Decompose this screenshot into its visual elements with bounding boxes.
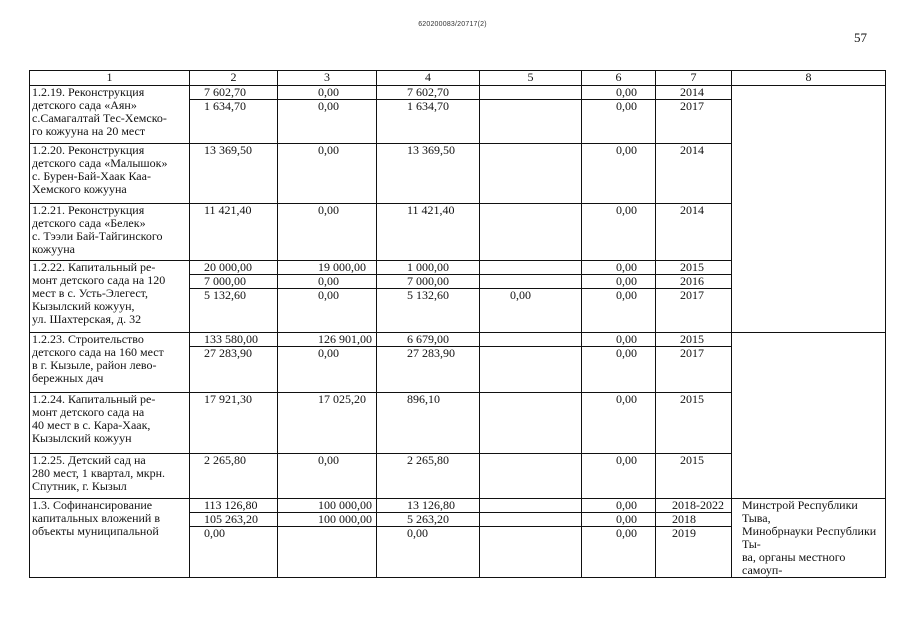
cell-col-4 — [377, 144, 480, 204]
cell-col-7 — [656, 86, 732, 144]
value-c6: 0,00 — [582, 275, 655, 289]
value-c5 — [480, 513, 581, 527]
value-c3: 100 000,00 — [278, 513, 376, 527]
value-c3: 126 901,00 — [278, 333, 376, 347]
cell-col-3 — [278, 454, 377, 499]
value-c6: 0,00 — [582, 333, 655, 347]
column-header-4: 4 — [377, 71, 480, 86]
value-c3: 0,00 — [318, 346, 339, 360]
value-c5 — [480, 100, 581, 114]
value-c7: 2018 — [656, 513, 731, 527]
cell-col-3 — [278, 86, 377, 144]
cell-col-5 — [480, 454, 582, 499]
value-c6: 0,00 — [616, 143, 637, 157]
column-header-2: 2 — [190, 71, 278, 86]
value-c2: 5 132,60 — [204, 288, 246, 302]
value-c4: 11 421,40 — [407, 203, 455, 217]
value-c3: 0,00 — [278, 275, 376, 289]
cell-col-3 — [278, 144, 377, 204]
value-c6: 0,00 — [616, 99, 637, 113]
cell-col-5 — [480, 144, 582, 204]
cell-col-7 — [656, 393, 732, 454]
value-c3 — [278, 527, 376, 541]
value-c6: 0,00 — [616, 392, 637, 406]
value-c7: 2015 — [656, 261, 731, 275]
cell-col-2 — [190, 204, 278, 261]
value-c2: 2 265,80 — [204, 453, 246, 467]
cell-col-2 — [190, 499, 278, 578]
cell-col-6 — [582, 393, 656, 454]
value-c4: 5 132,60 — [407, 288, 449, 302]
cell-col-2 — [190, 393, 278, 454]
value-c7: 2015 — [680, 392, 704, 406]
cell-col-4 — [377, 333, 480, 393]
item-description: 1.2.25. Детский сад на 280 мест, 1 квартал, мкрн. Спутник, г. Кызыл — [30, 454, 190, 499]
value-c2: 113 126,80 — [190, 499, 277, 513]
value-c2: 13 369,50 — [204, 143, 252, 157]
value-c3: 19 000,00 — [278, 261, 376, 275]
cell-col-6 — [582, 499, 656, 578]
cell-col-6 — [582, 261, 656, 333]
cell-col-7 — [656, 333, 732, 393]
item-description: 1.2.21. Реконструкция детского сада «Белек» с. Тээли Бай-Тайгинского кожууна — [30, 204, 190, 261]
value-c6: 0,00 — [582, 513, 655, 527]
cell-col-2 — [190, 86, 278, 144]
cell-col-4 — [377, 393, 480, 454]
value-c6: 0,00 — [616, 203, 637, 217]
value-c6: 0,00 — [616, 288, 637, 302]
item-description: 1.2.22. Капитальный ре- монт детского сада на 120 мест в с. Усть-Элегест, Кызылский кожуун, ул. Шахтерская, д. 32 — [30, 261, 190, 333]
cell-col-7 — [656, 454, 732, 499]
cell-col-4 — [377, 499, 480, 578]
cell-col-3 — [278, 333, 377, 393]
value-c7: 2017 — [680, 288, 704, 302]
item-description: 1.2.19. Реконструкция детского сада «Аян» с.Самагалтай Тес-Хемско- го кожууна на 20 мест — [30, 86, 190, 144]
cell-col-2 — [190, 333, 278, 393]
column-header-6: 6 — [582, 71, 656, 86]
value-c5: 0,00 — [510, 288, 531, 302]
value-c5 — [480, 454, 581, 468]
cell-col-7 — [656, 204, 732, 261]
value-c6: 0,00 — [582, 499, 655, 513]
cell-col-4 — [377, 261, 480, 333]
cell-col-5 — [480, 261, 582, 333]
value-c2: 0,00 — [204, 526, 225, 540]
value-c3: 0,00 — [318, 99, 339, 113]
cell-col-4 — [377, 454, 480, 499]
cell-col-3 — [278, 393, 377, 454]
value-c7: 2017 — [680, 99, 704, 113]
value-c2: 7 000,00 — [190, 275, 277, 289]
column-header-1: 1 — [30, 71, 190, 86]
value-c5 — [480, 261, 581, 275]
value-c3: 100 000,00 — [278, 499, 376, 513]
value-c7: 2018-2022 — [656, 499, 731, 513]
page-number: 57 — [854, 30, 867, 45]
value-c2: 17 921,30 — [204, 392, 252, 406]
value-c4: 13 369,50 — [407, 143, 455, 157]
value-c5 — [480, 204, 581, 218]
item-description: 1.2.20. Реконструкция детского сада «Малышок» с. Бурен-Бай-Хаак Каа- Хемского кожууна — [30, 144, 190, 204]
value-c2: 1 634,70 — [204, 99, 246, 113]
cell-col-7 — [656, 261, 732, 333]
value-c2: 133 580,00 — [190, 333, 277, 347]
value-c7: 2015 — [680, 453, 704, 467]
value-c2: 105 263,20 — [190, 513, 277, 527]
cell-col-2 — [190, 144, 278, 204]
value-c4: 27 283,90 — [407, 346, 455, 360]
header-row — [30, 71, 886, 86]
document-id: 620200083/20717(2) — [418, 21, 487, 28]
value-c2: 27 283,90 — [204, 346, 252, 360]
value-c7: 2015 — [656, 333, 731, 347]
cell-col-5 — [480, 393, 582, 454]
value-c4: 896,10 — [407, 392, 440, 406]
column-header-5: 5 — [480, 71, 582, 86]
table-row — [30, 499, 886, 578]
cell-col-6 — [582, 86, 656, 144]
cell-col-5 — [480, 333, 582, 393]
cell-col-6 — [582, 144, 656, 204]
cell-col-6 — [582, 454, 656, 499]
value-c6: 0,00 — [616, 346, 637, 360]
responsible-cell-empty — [732, 333, 886, 499]
value-c6: 0,00 — [582, 86, 655, 100]
budget-table — [29, 70, 886, 578]
value-c5 — [480, 275, 581, 289]
value-c7: 2017 — [680, 346, 704, 360]
cell-col-3 — [278, 261, 377, 333]
value-c2: 11 421,40 — [204, 203, 252, 217]
cell-col-3 — [278, 499, 377, 578]
value-c3: 0,00 — [318, 203, 339, 217]
value-c5 — [480, 347, 581, 361]
value-c3: 0,00 — [318, 288, 339, 302]
cell-col-5 — [480, 86, 582, 144]
cell-col-7 — [656, 144, 732, 204]
cell-col-6 — [582, 333, 656, 393]
cell-col-7 — [656, 499, 732, 578]
value-c4: 6 679,00 — [377, 333, 479, 347]
value-c5 — [480, 527, 581, 541]
value-c5 — [480, 86, 581, 100]
cell-col-3 — [278, 204, 377, 261]
value-c4: 2 265,80 — [407, 453, 449, 467]
value-c5 — [480, 499, 581, 513]
value-c6: 0,00 — [616, 453, 637, 467]
value-c6: 0,00 — [616, 526, 637, 540]
table-row — [30, 86, 886, 144]
value-c4: 13 126,80 — [377, 499, 479, 513]
cell-col-4 — [377, 204, 480, 261]
column-header-3: 3 — [278, 71, 377, 86]
cell-col-2 — [190, 261, 278, 333]
cell-col-5 — [480, 204, 582, 261]
value-c3: 0,00 — [278, 86, 376, 100]
value-c4: 7 000,00 — [377, 275, 479, 289]
item-description: 1.2.23. Строительство детского сада на 160 мест в г. Кызыле, район лево- бережных дач — [30, 333, 190, 393]
value-c3: 17 025,20 — [318, 392, 366, 406]
column-header-7: 7 — [656, 71, 732, 86]
value-c3: 0,00 — [318, 453, 339, 467]
table-row — [30, 333, 886, 393]
value-c7: 2014 — [680, 203, 704, 217]
column-header-8: 8 — [732, 71, 886, 86]
item-description: 1.2.24. Капитальный ре- монт детского сада на 40 мест в с. Кара-Хаак, Кызылский кожуун — [30, 393, 190, 454]
responsible-executor: Минстрой Республики Тыва, Минобрнауки Республики Ты- ва, органы местного самоуп- — [732, 499, 886, 578]
value-c7: 2014 — [680, 143, 704, 157]
value-c4: 7 602,70 — [377, 86, 479, 100]
value-c6: 0,00 — [582, 261, 655, 275]
value-c7: 2014 — [656, 86, 731, 100]
cell-col-2 — [190, 454, 278, 499]
value-c4: 1 000,00 — [377, 261, 479, 275]
value-c5 — [480, 333, 581, 347]
value-c7: 2016 — [656, 275, 731, 289]
value-c2: 20 000,00 — [190, 261, 277, 275]
value-c4: 1 634,70 — [407, 99, 449, 113]
cell-col-4 — [377, 86, 480, 144]
value-c5 — [480, 393, 581, 407]
responsible-cell-empty — [732, 86, 886, 333]
value-c4: 0,00 — [407, 526, 428, 540]
value-c3: 0,00 — [318, 143, 339, 157]
value-c2: 7 602,70 — [190, 86, 277, 100]
item-description: 1.3. Софинансирование капитальных вложений в объекты муниципальной — [30, 499, 190, 578]
cell-col-5 — [480, 499, 582, 578]
value-c5 — [480, 144, 581, 158]
value-c7: 2019 — [672, 526, 696, 540]
value-c4: 5 263,20 — [377, 513, 479, 527]
cell-col-6 — [582, 204, 656, 261]
